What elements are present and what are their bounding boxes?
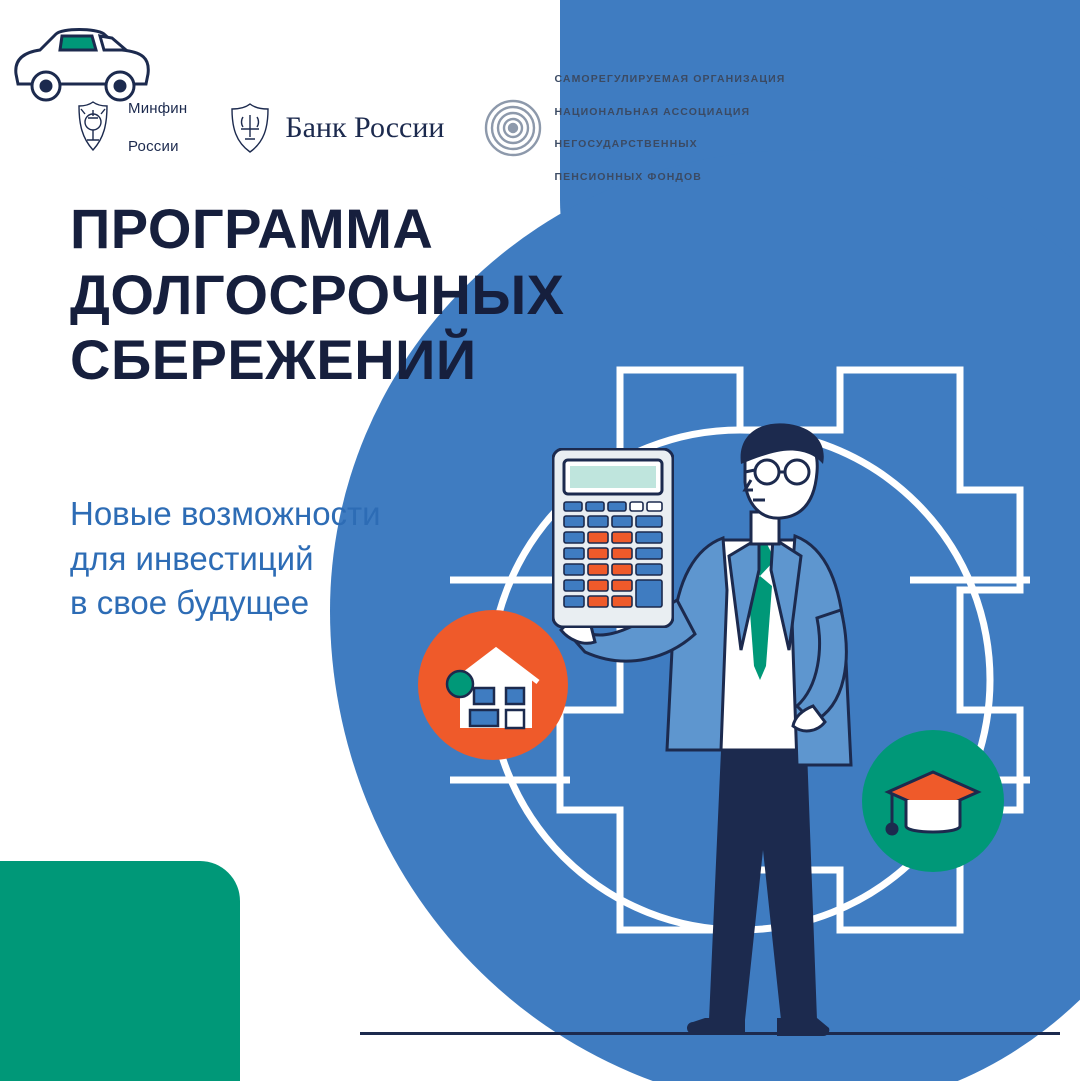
logo-napf-line1: САМОРЕГУЛИРУЕМАЯ ОРГАНИЗАЦИЯ — [554, 73, 786, 86]
logo-napf-line4: ПЕНСИОННЫХ ФОНДОВ — [554, 170, 702, 183]
logo-napf-line3: НЕГОСУДАРСТВЕННЫХ — [554, 138, 698, 151]
logo-minfin — [70, 81, 187, 175]
logo-minfin-line1: Минфин — [128, 100, 188, 118]
page-subtitle-line2: для инвестиций — [70, 539, 314, 577]
logo-napf-text — [554, 55, 785, 201]
calculator-icon[interactable] — [552, 448, 674, 628]
spiral-icon — [484, 99, 542, 157]
page-subtitle-line3: в свое будущее — [70, 584, 310, 622]
page-title — [70, 196, 565, 393]
logo-napf — [484, 55, 785, 201]
page-title-line2: ДОЛГОСРОЧНЫХ — [70, 262, 565, 326]
background-green-corner — [0, 861, 240, 1081]
page-title-line3: СБЕРЕЖЕНИЙ — [70, 328, 477, 392]
page-subtitle-line1: Новые возможности — [70, 495, 381, 532]
russian-coat-of-arms-icon — [70, 98, 116, 158]
page-title-line1: ПРОГРАММА — [70, 197, 434, 260]
logo-minfin-text — [128, 81, 187, 175]
logo-minfin-line2: России — [128, 137, 179, 155]
logo-bank-of-russia-text: Банк России — [285, 111, 445, 145]
page-subtitle — [70, 492, 381, 626]
logos-row — [70, 55, 785, 201]
double-headed-eagle-icon — [227, 99, 273, 157]
logo-napf-line2: НАЦИОНАЛЬНАЯ АССОЦИАЦИЯ — [554, 105, 751, 118]
bottom-divider — [360, 1032, 1060, 1035]
logo-bank-of-russia — [227, 99, 444, 157]
